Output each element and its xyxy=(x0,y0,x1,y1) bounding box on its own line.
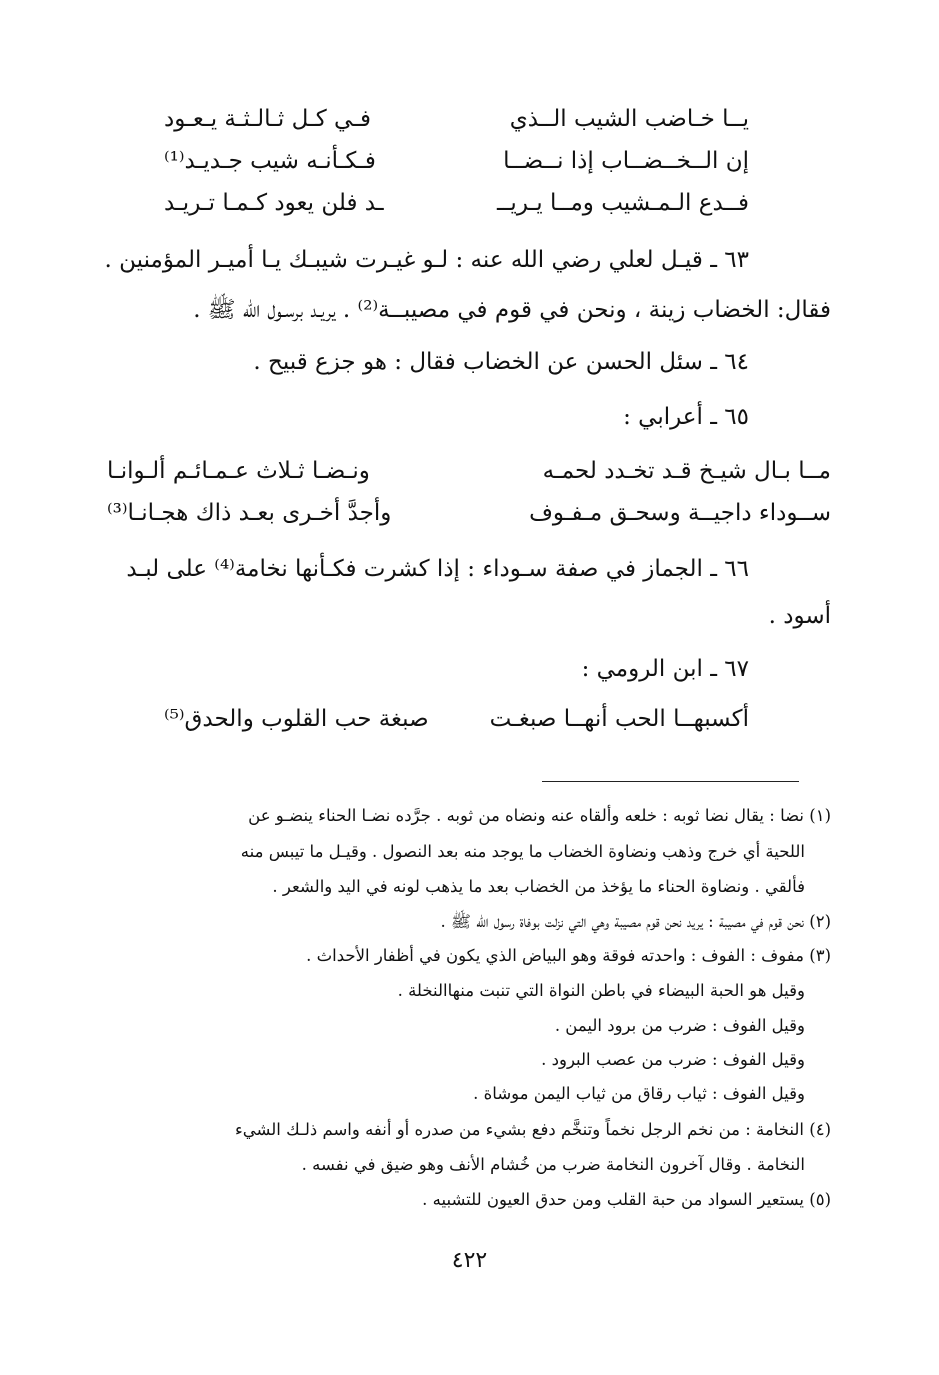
paragraph-66-line-1: ٦٦ ـ الجماز في صفة سـوداء : إذا كشرت فكـأنها نخامة⁽⁴⁾ على لبـد xyxy=(126,556,749,582)
poem-verse-5 xyxy=(107,500,831,526)
paragraph-67: ٦٧ ـ ابن الرومي : xyxy=(581,656,749,682)
poem-verse-2 xyxy=(164,148,749,174)
verse-left-hemistich: فـي كـل ثـالـثـة يـعـود xyxy=(164,106,371,132)
verse-right-hemistich: مــا بـال شيـخ قـد تخـدد لحمـه xyxy=(542,458,831,484)
footnote-3-line-1: (٣) مفوف : الفوف : واحدته فوقة وهو البياض الذي يكون في أظفار الأحداث . xyxy=(306,946,831,965)
poem-verse-4 xyxy=(107,458,831,484)
verse-left-hemistich: فـكـأنـه شيب جـديـد⁽¹⁾ xyxy=(164,148,376,174)
poem-verse-1 xyxy=(164,106,749,132)
paragraph-66-line-2: أسود . xyxy=(768,603,831,629)
verse-left-hemistich: ونـضـا ثـلاث عـمـائـم ألـوانـا xyxy=(107,458,370,484)
footnote-4-line-2: النخامة . وقال آخرون النخامة ضرب من خُشام الأنف وهو ضيق في نفسه . xyxy=(301,1155,805,1174)
page-number: ٤٢٢ xyxy=(451,1248,488,1273)
paragraph-63-line-1: ٦٣ ـ قيـل لعلي رضي الله عنه : لـو غيـرت شيبـك يـا أميـر المؤمنين . xyxy=(104,247,749,273)
verse-right-hemistich: يــا خـاضب الشيب الــذي xyxy=(509,106,749,132)
footnote-2: (٢) نحن قوم في مصيبة : يريد نحن قوم مصيبة وهي التي نزلت بوفاة رسول الله ﷺ . xyxy=(440,912,831,931)
footnote-3-line-3: وقيل الفوف : ضرب من برود اليمن . xyxy=(554,1016,805,1035)
verse-right-hemistich: إن الــخــضــاب إذا نــضــا xyxy=(503,148,749,174)
verse-right-hemistich: فــدع الـمـشيب ومــا يـريــ xyxy=(496,190,749,216)
footnote-separator xyxy=(542,781,799,782)
footnote-3-line-5: وقيل الفوف : ثياب رقاق من ثياب اليمن موشاة . xyxy=(473,1084,805,1103)
verse-left-hemistich: وأجدَّ أخـرى بعـد ذاك هجـانـا⁽³⁾ xyxy=(107,500,392,526)
poem-verse-6 xyxy=(164,706,749,732)
footnote-1-line-2: اللحية أي خرج وذهب ونضاوة الخضاب ما يوجد منه بعد النصول . وقيـل ما تيبس منه xyxy=(240,842,805,861)
poem-verse-3 xyxy=(164,190,749,216)
paragraph-63-line-2: فقال: الخضاب زينة ، ونحن في قوم في مصيبــة⁽²⁾ . يريـد برسـول الله ﷺ . xyxy=(193,297,831,323)
footnote-3-line-2: وقيل هو الحبة البيضاء في باطن النواة التي تنبت منهاالنخلة . xyxy=(397,981,805,1000)
verse-right-hemistich: ســوداء داجيــة وسحـق مـفـوف xyxy=(529,500,831,526)
footnote-3-line-4: وقيل الفوف : ضرب من عصب البرود . xyxy=(541,1050,805,1069)
footnote-5: (٥) يستعير السواد من حبة القلب ومن حدق العيون للتشبيه . xyxy=(422,1190,831,1209)
paragraph-64: ٦٤ ـ سئل الحسن عن الخضاب فقال : هو جزع قبيح . xyxy=(253,349,749,375)
footnote-4-line-1: (٤) النخامة : من نخم الرجل نخماً وتنخَّم دفع بشيء من صدره أو أنفه واسم ذلـك الشيء xyxy=(235,1120,831,1139)
paragraph-65: ٦٥ ـ أعرابي : xyxy=(623,404,749,430)
verse-left-hemistich: ـد فلن يعود كـمـا تـريـد xyxy=(164,190,384,216)
footnote-1-line-3: فألقي . ونضاوة الحناء ما يؤخذ من الخضاب بعد ما يذهب لونه في اليد والشعر . xyxy=(272,877,805,896)
footnote-1-line-1: (١) نضا : يقال نضا ثوبه : خلعه وألقاه عنه ونضاه من ثوبه . جرَّده نضـا الحناء ينضـو عن xyxy=(248,806,831,825)
verse-left-hemistich: صبغة حب القلوب والحدق⁽⁵⁾ xyxy=(164,706,429,732)
verse-right-hemistich: أكسبهــا الحب أنهــا صبغـت xyxy=(489,706,749,732)
